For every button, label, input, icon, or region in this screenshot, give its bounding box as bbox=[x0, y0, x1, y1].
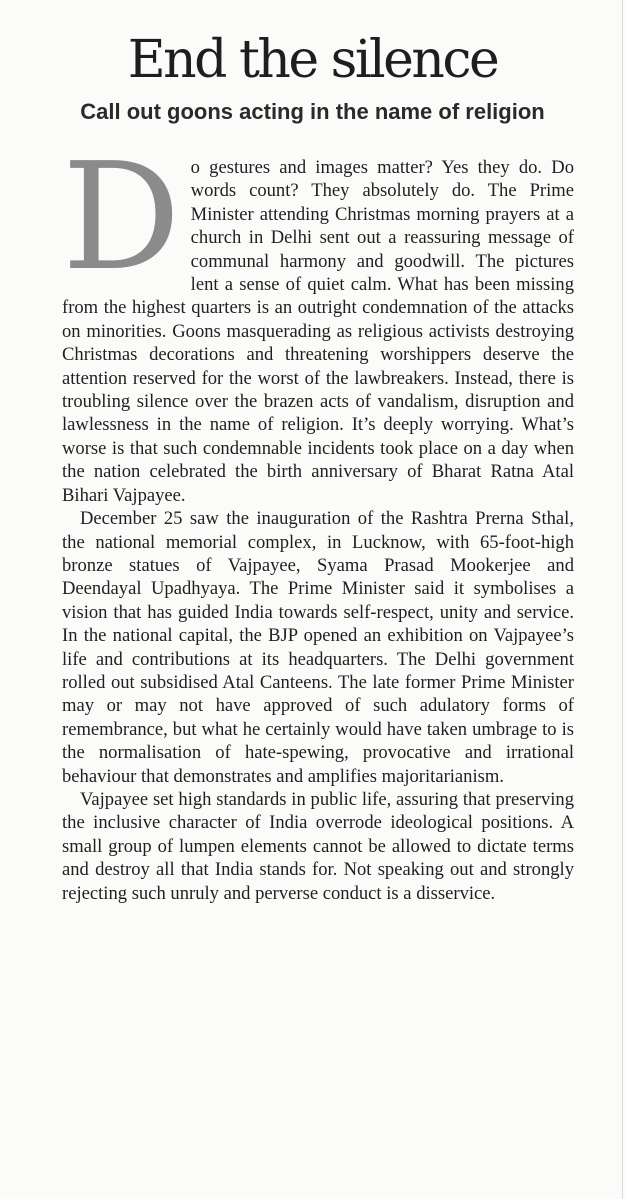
page-edge-line bbox=[622, 0, 623, 1199]
article-body bbox=[62, 131, 574, 905]
subheadline: Call out goons acting in the name of religion bbox=[80, 99, 545, 124]
article-paragraph-2: December 25 saw the inauguration of the Rashtra Prerna Sthal, the national memorial complex, in Lucknow, with 65-foot-high bronze statues of Vajpayee, Syama Prasad Mookerjee and Deendayal Upadhyaya. The Prime Minister said it symbolises a vision that has guided India towards self-respect, unity and service. In the national capital, the BJP opened an exhibition on Vajpayee’s life and contributions at its headquarters. The Delhi government rolled out subsidised Atal Canteens. The late former Prime Minister may or may not have approved of such adulatory forms of remembrance, but what he certainly would have taken umbrage to is the normalisation of hate-spewing, provocative and irrational behaviour that demonstrates and amplifies majoritarianism. bbox=[62, 508, 574, 787]
paragraph-1-text: o gestures and images matter? Yes they do. Do words count? They absolutely do. The Prime Minister attending Christmas morning prayers at a church in Delhi sent out a reassuring message of communal harmony and goodwill. The pictures lent a sense of quiet calm. What has been missing from the highest quarters is an outright condemnation of the attacks on minorities. Goons masquerading as religious activists destroying Christmas decorations and threatening worshippers deserve the attention reserved for the worst of the lawbreakers. Instead, there is troubling silence over the brazen acts of vandalism, disruption and lawlessness in the name of religion. It’s deeply worrying. What’s worse is that such condemnable incidents took place on a day when the nation celebrated the birth anniversary of Bharat Ratna Atal Bihari Vajpayee. bbox=[62, 157, 574, 506]
headline: End the silence bbox=[127, 30, 498, 90]
article-paragraph-3: Vajpayee set high standards in public life, assuring that preserving the inclusive character of India overrode ideological positions. A small group of lumpen elements cannot be allowed to dictate terms and destroy all that India stands for. Not speaking out and strongly rejecting such unruly and perverse conduct is a disservice. bbox=[62, 788, 574, 904]
drop-cap: D bbox=[62, 131, 181, 303]
article-paragraph-1 bbox=[62, 131, 574, 507]
